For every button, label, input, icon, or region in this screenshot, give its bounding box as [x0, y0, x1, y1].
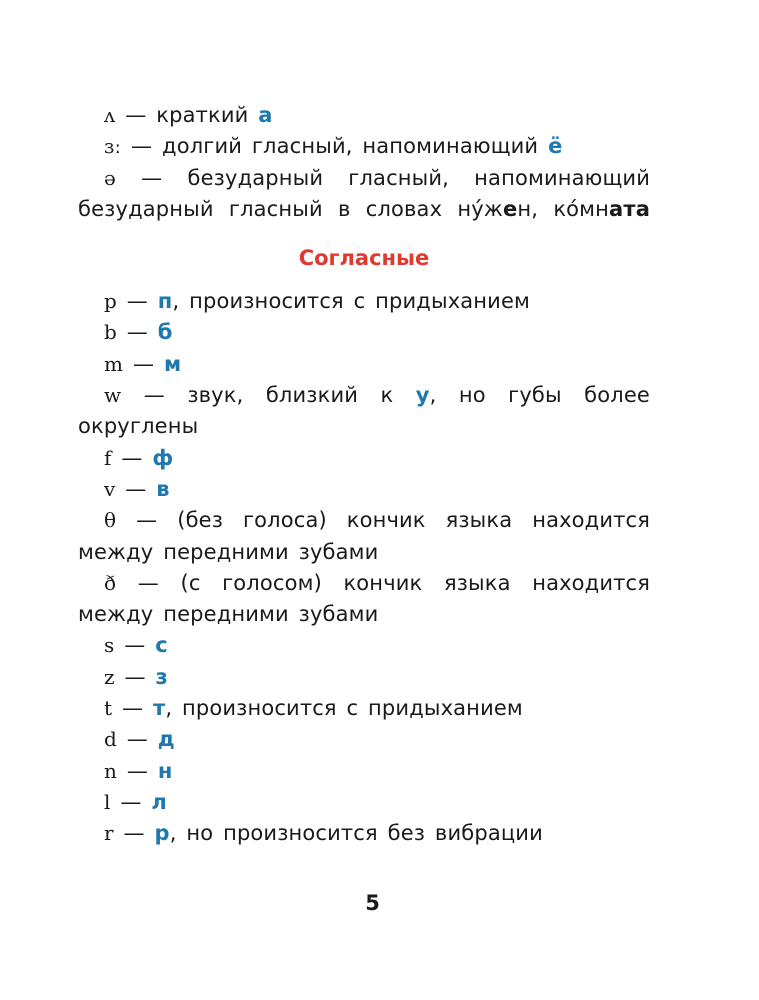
- dash: —: [137, 570, 159, 595]
- consonant-line-z: [78, 662, 650, 693]
- russian-letter: р: [154, 821, 170, 846]
- vowel-line-schwa: [78, 163, 650, 194]
- description: долгий гласный, напоминающий: [162, 134, 539, 159]
- russian-letter: а: [258, 103, 273, 127]
- consonant-line-f: [78, 443, 650, 474]
- dash: —: [125, 103, 147, 127]
- russian-letter: л: [151, 789, 167, 814]
- dash: —: [126, 320, 148, 345]
- consonant-line-eth: [78, 568, 650, 599]
- ipa-symbol: f: [104, 445, 112, 470]
- russian-letter: в: [156, 476, 170, 501]
- ipa-symbol: n: [104, 758, 118, 783]
- description: безударный гласный, напоминающий: [187, 165, 650, 190]
- ipa-symbol: s: [104, 633, 115, 658]
- ipa-symbol: θ: [104, 508, 117, 533]
- description: , но произносится без вибрации: [169, 821, 543, 846]
- ipa-symbol: ɜː: [104, 134, 122, 159]
- consonant-line-w-continuation: [78, 411, 650, 442]
- word-part-bold: ата: [609, 196, 650, 221]
- description: безударный гласный в словах: [78, 196, 443, 221]
- consonant-line-b: [78, 317, 650, 348]
- dash: —: [126, 758, 149, 783]
- russian-letter: ф: [152, 445, 174, 470]
- phonetics-page: [78, 100, 650, 850]
- consonant-line-theta: [78, 505, 650, 536]
- consonant-line-t: [78, 693, 650, 724]
- dash: —: [124, 633, 146, 658]
- russian-letter: н: [157, 758, 173, 783]
- consonant-line-eth-continuation: [78, 599, 650, 630]
- word-part: н,: [517, 196, 539, 221]
- consonant-line-s: [78, 630, 650, 661]
- dash: —: [136, 508, 158, 533]
- section-heading-consonants: Согласные: [298, 246, 430, 271]
- dash: —: [120, 789, 142, 814]
- consonant-line-d: [78, 724, 650, 755]
- russian-letter: п: [157, 289, 173, 314]
- ipa-symbol: ʌ: [104, 103, 116, 127]
- description: между передними зубами: [78, 539, 379, 564]
- ipa-symbol: z: [104, 664, 115, 689]
- ipa-symbol: r: [104, 821, 114, 846]
- dash: —: [123, 821, 145, 846]
- example-word-komnata: [553, 197, 650, 221]
- dash: —: [122, 696, 144, 721]
- russian-letter: м: [163, 351, 182, 376]
- page-number: 5: [365, 891, 380, 915]
- russian-letter: з: [155, 664, 168, 689]
- example-word-nuzhen: [457, 197, 538, 221]
- ipa-symbol: t: [104, 696, 113, 721]
- dash: —: [141, 165, 163, 190]
- dash: —: [125, 476, 147, 501]
- russian-letter: ё: [548, 134, 563, 159]
- dash: —: [143, 383, 165, 408]
- vowel-line-schwa-continuation: [78, 194, 650, 225]
- russian-letter: д: [157, 727, 175, 752]
- description: звук, близкий к: [187, 383, 394, 408]
- dash: —: [126, 727, 148, 752]
- ipa-symbol: ð: [104, 570, 117, 595]
- dash: —: [121, 445, 143, 470]
- ipa-symbol: m: [104, 351, 124, 376]
- russian-letter: б: [157, 320, 173, 345]
- description: (без голоса) кончик языка находится: [177, 508, 650, 533]
- consonant-line-v: [78, 474, 650, 505]
- consonant-line-r: [78, 818, 650, 849]
- word-part-bold: е: [502, 196, 518, 221]
- description: округлены: [78, 414, 199, 439]
- dash: —: [124, 664, 146, 689]
- consonant-line-theta-continuation: [78, 537, 650, 568]
- word-part: ко́мн: [553, 196, 610, 221]
- description: между передними зубами: [78, 602, 379, 627]
- description: , произносится с придыханием: [172, 289, 531, 314]
- description: (с голосом) кончик языка находится: [180, 570, 650, 595]
- description: , произносится с придыханием: [165, 696, 523, 721]
- ipa-symbol: l: [104, 789, 111, 814]
- consonant-line-w: [78, 380, 650, 411]
- vowel-line-short-a: [78, 100, 650, 131]
- consonant-line-l: [78, 787, 650, 818]
- ipa-symbol: w: [104, 383, 122, 408]
- dash: —: [132, 351, 155, 376]
- ipa-symbol: p: [104, 289, 117, 314]
- dash: —: [126, 289, 148, 314]
- ipa-symbol: ə: [104, 165, 116, 190]
- word-part: ну́ж: [457, 196, 503, 221]
- russian-letter: у: [415, 383, 430, 408]
- description: краткий: [156, 103, 249, 127]
- consonant-line-m: [78, 349, 650, 380]
- consonant-line-p: [78, 286, 650, 317]
- ipa-symbol: d: [104, 727, 117, 752]
- russian-letter: с: [155, 633, 168, 658]
- ipa-symbol: b: [104, 320, 117, 345]
- description: , но губы более: [429, 383, 650, 408]
- vowel-line-long-yo: [78, 131, 650, 162]
- consonant-line-n: [78, 756, 650, 787]
- dash: —: [131, 134, 153, 159]
- ipa-symbol: v: [104, 476, 116, 501]
- russian-letter: т: [153, 696, 166, 721]
